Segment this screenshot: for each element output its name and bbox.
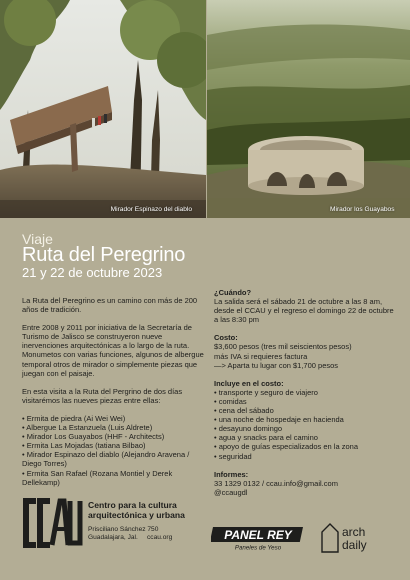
- photo-left-caption: Mirador Espinazo del diablo: [110, 206, 192, 213]
- includes-list: [214, 388, 394, 461]
- includes-heading: Incluye en el costo:: [214, 378, 284, 388]
- event-type-subtitle: Viaje: [22, 231, 53, 247]
- intro-column: [22, 296, 208, 487]
- address-line: Guadalajara, Jal. ccau.org: [88, 534, 173, 541]
- list-item: • comidas: [214, 397, 394, 406]
- archdaily-logo-mark: [320, 520, 382, 554]
- list-item: • Mirador Espinazo del diablo (Alejandro Aravena / Diego Torres): [22, 450, 208, 468]
- cost-section: [214, 333, 394, 369]
- list-item: • transporte y seguro de viajero: [214, 388, 394, 397]
- intro-paragraph-1: La Ruta del Peregrino es un camino con más de 200 años de tradición.: [22, 296, 198, 315]
- list-item: • Mirador Los Guayabos (HHF - Architects): [22, 432, 208, 441]
- panel-rey-tagline: Paneles de Yeso: [234, 544, 282, 551]
- intro-paragraph-2: Entre 2008 y 2011 por iniciativa de la Secretaría de Turismo de Jalisco se construyeron nueve inervenciones arquitectónicas a lo largo de la ruta. Monumetos con varias funciones, algunos de albergue temporal otros de mirador o simplemente piezas que juegan con el paisaje.: [22, 323, 204, 378]
- event-title: Ruta del Peregrino: [22, 244, 186, 266]
- archdaily-logo: [320, 520, 382, 559]
- list-item: • Ermita Las Mojadas (tatiana Bilbao): [22, 441, 208, 450]
- header-photos: [0, 0, 410, 218]
- list-item: • cena del sábado: [214, 406, 394, 415]
- when-text: La salida será el sábado 21 de octubre a las 8 am, desde el CCAU y el regreso el domingo 22 de octubre a las 8:30 pm: [214, 297, 394, 325]
- center-address: [88, 526, 198, 542]
- contact-heading: Informes:: [214, 469, 249, 479]
- guayabos-photo-image: [207, 0, 410, 218]
- list-item: • Ermita de piedra (Ai Wei Wei): [22, 414, 208, 423]
- address-line: Prisciliano Sánchez 750: [88, 526, 159, 533]
- panel-rey-name: PANEL REY: [224, 528, 292, 542]
- ccau-logo: [22, 497, 84, 554]
- panel-rey-logo-mark: [211, 527, 305, 551]
- archdaily-word-2: daily: [342, 538, 367, 552]
- cost-line: —> Aparta tu lugar con $1,700 pesos: [214, 360, 339, 370]
- when-heading: ¿Cuándo?: [214, 288, 252, 297]
- panel-rey-logo: [211, 527, 305, 556]
- list-item: • seguridad: [214, 452, 394, 461]
- when-section: [214, 288, 394, 324]
- list-item: • una noche de hospedaje en hacienda: [214, 415, 394, 424]
- cost-line: más IVA si requieres factura: [214, 351, 308, 361]
- photo-los-guayabos: [207, 0, 410, 218]
- photo-right-caption: Mirador los Guayabos: [330, 206, 395, 213]
- list-item: • Ermita San Rafael (Rozana Montiel y Derek Dellekamp): [22, 469, 208, 487]
- cost-line: $3,600 pesos (tres mil seiscientos pesos): [214, 342, 352, 352]
- pieces-list: [22, 414, 208, 487]
- contact-line[interactable]: 33 1329 0132 / ccau.info@gmail.com: [214, 478, 338, 488]
- list-item: • desayuno domingo: [214, 424, 394, 433]
- contact-handle[interactable]: @ccaugdl: [214, 487, 248, 497]
- details-column: [214, 288, 394, 506]
- contact-section: [214, 470, 394, 497]
- archdaily-word-1: arch: [342, 525, 366, 539]
- espinazo-photo-image: [0, 0, 206, 218]
- cost-heading: Costo:: [214, 333, 238, 343]
- list-item: • Albergue La Estanzuela (Luis Aldrete): [22, 423, 208, 432]
- includes-section: [214, 379, 394, 461]
- list-item: • agua y snacks para el camino: [214, 433, 394, 442]
- ccau-logo-mark: [22, 497, 84, 549]
- photo-espinazo-del-diablo: [0, 0, 206, 218]
- intro-paragraph-3: En esta visita a la Ruta del Pergrino de dos días visitarémos las nueves piezas entre ellas:: [22, 386, 183, 405]
- center-name: Centro para la cultura arquitectónica y urbana: [88, 500, 185, 521]
- list-item: • apoyo de guías especializados en la zona: [214, 442, 394, 451]
- event-dates: 21 y 22 de octubre 2023: [22, 265, 163, 280]
